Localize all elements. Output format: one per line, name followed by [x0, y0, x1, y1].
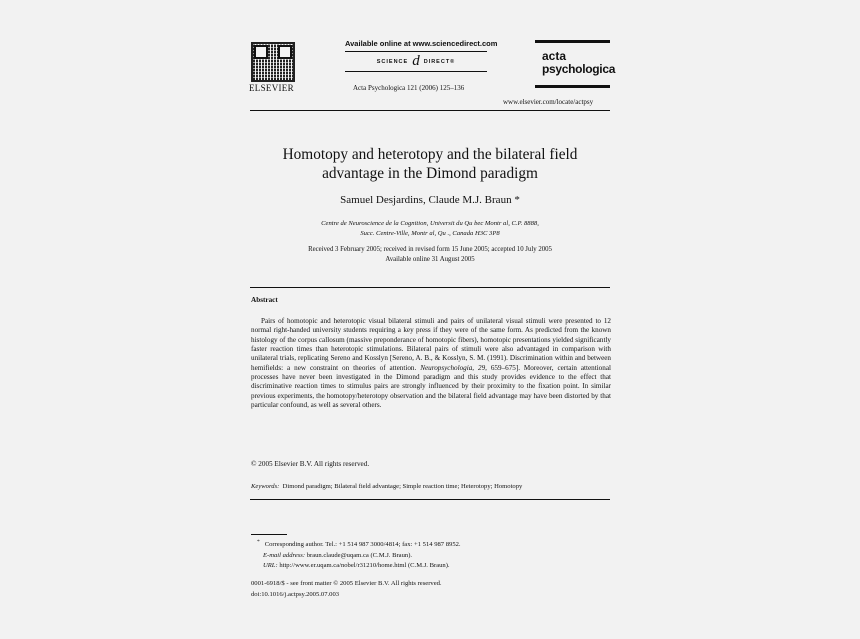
- journal-citation: Acta Psychologica 121 (2006) 125–136: [353, 84, 465, 92]
- footnote-marker: *: [257, 539, 260, 545]
- paper-page: [235, 0, 625, 639]
- abstract-body: [251, 317, 611, 410]
- footnote-divider: [251, 534, 287, 535]
- journal-logo-line1: acta: [542, 49, 567, 63]
- available-online-text: Available online at www.sciencedirect.com: [345, 39, 498, 48]
- abstract-copyright: © 2005 Elsevier B.V. All rights reserved.: [251, 460, 370, 468]
- abstract-heading: Abstract: [251, 296, 278, 304]
- footnote: [257, 537, 461, 572]
- affiliation-line-1: Centre de Neuroscience de la Cognition, Universit du Qu bec Montr al, C.P. 8888,: [321, 220, 539, 227]
- abstract-part-2: , 659–675]. Moreover, certain attentional processes have never been investigated in the Dimond paradigm and this study provides evidence to the effect that discriminative reaction times to stimulus pairs are strongly influenced by their proximity to the fixation point. In similar previous experiments, the homotopy/heterotopy observation and the bilateral field advantage may have been distorted by that particular confound, as well as several others.: [251, 363, 611, 410]
- journal-logo: [535, 40, 616, 88]
- url-label: URL:: [263, 562, 278, 570]
- abstract-part-1: Pairs of homotopic and heterotopic visual bilateral stimuli and pairs of unilateral visual stimuli were presented to 12 normal right-handed university students requiring a key press if they were of the same form. As predicted from the known histology of the corpus callosum (massive preponderance of homotopic fibers), homotopic presentations yielded significantly faster reaction times than heterotopic stimulations. Bilateral pairs of stimuli were also advantaged in comparison with unilateral trials, replicating Sereno and Kosslyn [Sereno, A. B., & Kosslyn, S. M. (1991). Discrimination within and between hemifields: a new constraint on theories of attention.: [251, 317, 611, 372]
- abstract-volume: 29: [478, 363, 486, 372]
- qr-code-icon: [251, 42, 295, 82]
- bottom-matter: [251, 579, 442, 600]
- sciencedirect-logo: [345, 51, 487, 72]
- abstract-top-divider: [250, 287, 610, 288]
- footnote-url: [257, 561, 461, 572]
- received-dates: Received 3 February 2005; received in revised form 15 June 2005; accepted 10 July 2005: [308, 246, 552, 253]
- keywords-line: [251, 483, 522, 490]
- publisher-logo: ELSEVIER: [249, 83, 294, 93]
- footnote-email: [257, 551, 461, 562]
- affiliation-line-2: Succ. Centre-Ville, Montr al, Qu ., Canada H3C 3P8: [360, 229, 500, 237]
- journal-website-link[interactable]: www.elsevier.com/locate/actpsy: [503, 98, 594, 106]
- journal-logo-line2: psychologica: [542, 62, 616, 76]
- available-date: Available online 31 August 2005: [385, 255, 475, 263]
- email-link[interactable]: braun.claude@uqam.ca (C.M.J. Braun).: [306, 551, 413, 559]
- title-line-1: Homotopy and heterotopy and the bilateral field: [282, 146, 578, 163]
- author-affiliation: [235, 219, 625, 238]
- article-dates: [235, 245, 625, 264]
- email-label: E-mail address:: [263, 551, 306, 559]
- article-title: [235, 145, 625, 183]
- sciencedirect-left: SCIENCE: [376, 58, 409, 65]
- header-divider: [250, 110, 610, 111]
- title-line-2: advantage in the Dimond paradigm: [322, 165, 538, 182]
- abstract-journal-name: Neuropsychologia: [420, 363, 473, 372]
- doi-line[interactable]: doi:10.1016/j.actpsy.2005.07.003: [251, 590, 340, 598]
- url-link[interactable]: http://www.er.uqam.ca/nobel/r31210/home.html (C.M.J. Braun).: [279, 562, 450, 570]
- keywords-label: Keywords:: [251, 483, 280, 490]
- sciencedirect-right: DIRECT®: [423, 58, 456, 65]
- abstract-bottom-divider: [250, 499, 610, 500]
- issn-line: 0001-6918/$ - see front matter © 2005 Elsevier B.V. All rights reserved.: [251, 580, 442, 587]
- article-authors: Samuel Desjardins, Claude M.J. Braun *: [340, 194, 520, 206]
- footnote-corresponding: * Corresponding author. Tel.: +1 514 987 3000/4814; fax: +1 514 987 8952.: [257, 539, 461, 549]
- sciencedirect-at-icon: d: [412, 53, 420, 69]
- keywords-list: Dimond paradigm; Bilateral field advantage; Simple reaction time; Heterotopy; Homotopy: [282, 483, 523, 490]
- abstract-comma: ,: [472, 363, 478, 372]
